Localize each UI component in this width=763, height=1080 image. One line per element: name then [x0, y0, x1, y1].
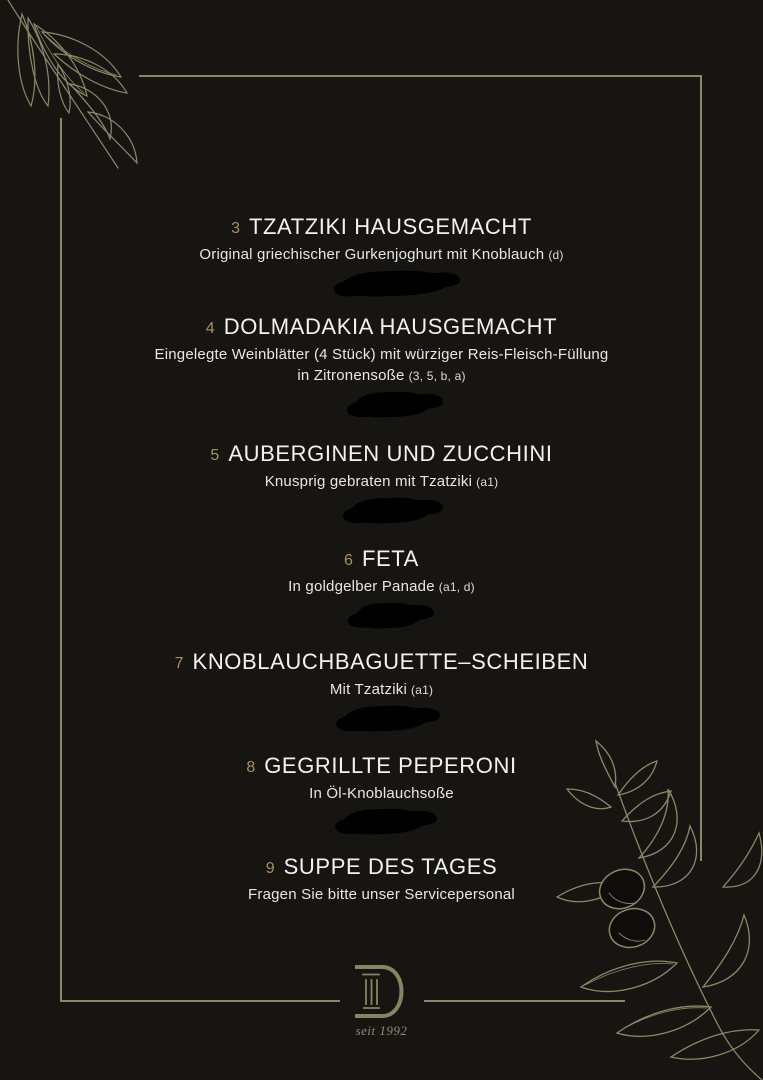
- item-descriptions: [0, 783, 763, 804]
- olive-branch-icon: [0, 0, 175, 200]
- item-title: DOLMADAKIA HAUSGEMACHT: [223, 314, 558, 339]
- item-number: 9: [265, 860, 275, 877]
- item-number: 8: [246, 759, 256, 776]
- item-title: GEGRILLTE PEPERONI: [264, 753, 517, 778]
- item-title-row: [0, 312, 763, 344]
- menu-list: [0, 212, 763, 932]
- item-title-row: [0, 647, 763, 679]
- item-title-row: [0, 544, 763, 576]
- price-redaction-blob: [355, 602, 420, 629]
- item-number: 7: [174, 655, 184, 672]
- item-title-row: [0, 751, 763, 783]
- menu-item: [0, 312, 763, 439]
- menu-item: [0, 544, 763, 647]
- item-title-row: [0, 852, 763, 884]
- item-title: SUPPE DES TAGES: [283, 854, 498, 879]
- description-text: Eingelegte Weinblätter (4 Stück) mit würziger Reis-Fleisch-Füllung: [154, 346, 609, 363]
- restaurant-logo-column-d-icon: [353, 963, 411, 1020]
- price-redaction-blob: [341, 269, 446, 297]
- item-title: KNOBLAUCHBAGUETTE–SCHEIBEN: [192, 649, 589, 674]
- description-text: Knusprig gebraten mit Tzatziki: [264, 473, 473, 490]
- item-number: 3: [231, 220, 240, 237]
- item-number: 4: [205, 320, 215, 337]
- item-description-line: [0, 576, 763, 598]
- menu-item: [0, 212, 763, 312]
- item-descriptions: [0, 344, 763, 387]
- description-text: Original griechischer Gurkenjoghurt mit Knoblauch: [199, 246, 545, 263]
- item-title: TZATZIKI HAUSGEMACHT: [248, 214, 532, 239]
- item-number: 6: [344, 552, 353, 569]
- item-title-row: [0, 439, 763, 471]
- allergen-code: (d): [548, 248, 564, 262]
- footer-logo-block: [0, 963, 763, 1039]
- item-description-line: [0, 365, 763, 387]
- price-redaction-blob: [354, 391, 429, 418]
- menu-item: [0, 647, 763, 751]
- item-description-line: [0, 884, 763, 905]
- price-redaction-blob: [350, 497, 429, 524]
- frame-border-top: [139, 75, 702, 77]
- item-descriptions: [0, 471, 763, 493]
- item-descriptions: [0, 576, 763, 598]
- item-descriptions: [0, 884, 763, 905]
- description-text: Fragen Sie bitte unser Servicepersonal: [248, 886, 515, 903]
- price-redaction-blob: [342, 808, 423, 836]
- description-text: in Zitronensoße: [297, 367, 405, 384]
- menu-item: [0, 852, 763, 932]
- allergen-code: (3, 5, b, a): [408, 369, 466, 383]
- item-description-line: [0, 344, 763, 365]
- menu-item: [0, 439, 763, 544]
- item-description-line: [0, 679, 763, 701]
- item-description-line: [0, 783, 763, 804]
- logo-tagline: seit 1992: [355, 1023, 408, 1038]
- price-redaction-blob: [343, 705, 426, 733]
- item-title: AUBERGINEN UND ZUCCHINI: [228, 441, 553, 466]
- item-number: 5: [210, 447, 220, 464]
- menu-item: [0, 751, 763, 852]
- item-description-line: [0, 244, 763, 266]
- allergen-code: (a1): [476, 475, 499, 489]
- item-description-line: [0, 471, 763, 493]
- description-text: Mit Tzatziki: [329, 681, 407, 698]
- description-text: In Öl-Knoblauchsoße: [309, 785, 454, 802]
- item-title: FETA: [361, 546, 419, 571]
- item-title-row: [0, 212, 763, 244]
- item-descriptions: [0, 679, 763, 701]
- allergen-code: (a1): [411, 683, 434, 697]
- description-text: In goldgelber Panade: [288, 578, 435, 595]
- allergen-code: (a1, d): [438, 580, 475, 594]
- item-descriptions: [0, 244, 763, 266]
